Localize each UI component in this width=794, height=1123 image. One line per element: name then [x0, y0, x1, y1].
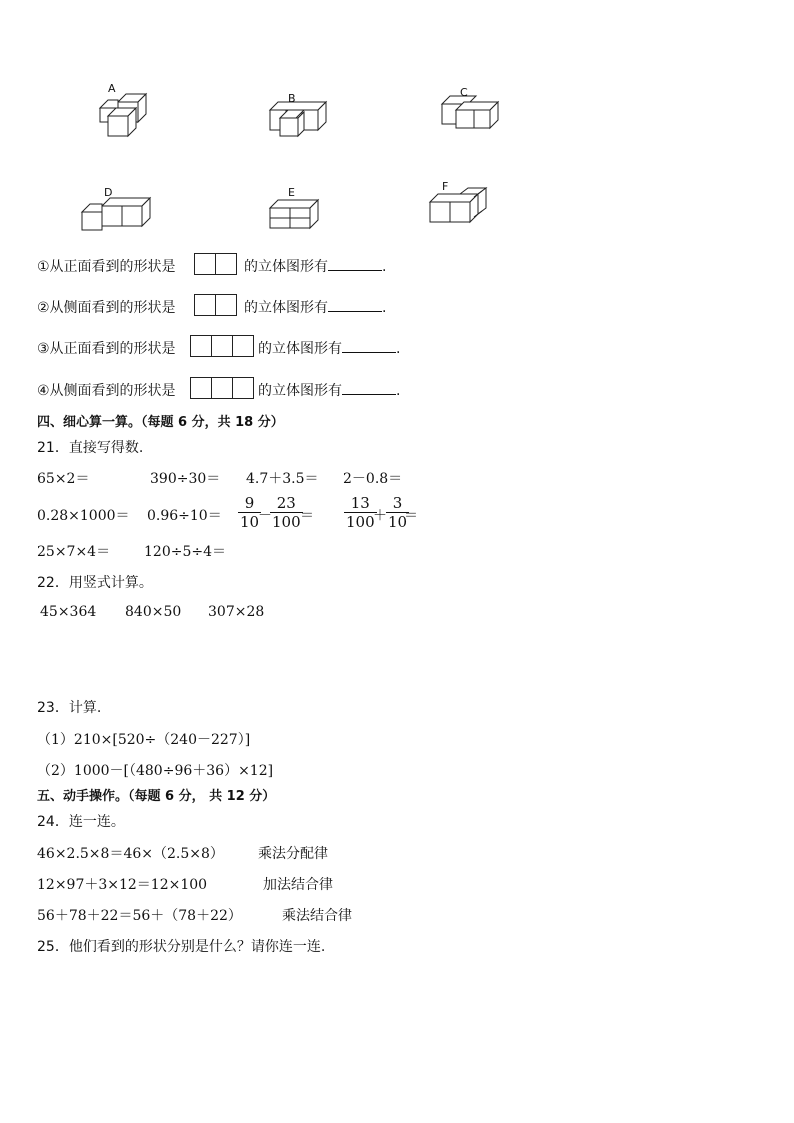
answer-blank[interactable]	[342, 338, 396, 353]
question-prefix: ④从侧面看到的形状是	[37, 383, 176, 399]
figure-label: E	[288, 186, 295, 199]
fraction: $\frac{3}{10}$	[388, 494, 408, 531]
cube-figure-b-drawing	[266, 96, 332, 140]
cube-figure-a-drawing	[96, 86, 156, 138]
figure-c	[440, 86, 502, 138]
mental-math-item: 390÷30＝	[150, 471, 221, 487]
figure-e	[266, 186, 322, 236]
law-label: 加法结合律	[263, 877, 333, 893]
question-21-title: 21．直接写得数.	[37, 440, 144, 456]
cube-figure-d-drawing	[80, 194, 154, 234]
question-prefix: ②从侧面看到的形状是	[37, 300, 176, 316]
equals-sign: ＝	[300, 508, 314, 524]
question-prefix: ③从正面看到的形状是	[37, 341, 176, 357]
figure-b	[266, 92, 332, 144]
vertical-calc-item: 307×28	[208, 604, 265, 620]
question-22-title: 22．用竖式计算。	[37, 575, 153, 591]
equation-item: 12×97＋3×12＝12×100	[37, 877, 208, 893]
three-square-view-shape	[190, 377, 254, 399]
two-square-view-shape	[194, 294, 237, 316]
answer-blank[interactable]	[328, 297, 382, 312]
question-suffix: 的立体图形有 .	[258, 338, 400, 358]
figure-label: A	[108, 82, 116, 95]
vertical-calc-item: 45×364	[40, 604, 97, 620]
equals-sign: ＝	[404, 508, 418, 524]
figure-a	[96, 82, 156, 142]
mental-math-item: 2－0.8＝	[343, 471, 403, 487]
figure-label: D	[104, 186, 113, 199]
question-24-title: 24．连一连。	[37, 814, 125, 830]
figure-label: B	[288, 92, 296, 105]
operator: －	[258, 508, 272, 524]
mental-math-item: 0.96÷10＝	[147, 508, 222, 524]
vertical-calc-item: 840×50	[125, 604, 182, 620]
fraction: $\frac{9}{10}$	[240, 494, 260, 531]
answer-blank[interactable]	[342, 380, 396, 395]
answer-blank[interactable]	[328, 256, 382, 271]
calc-item: （2）1000－[（480÷96＋36）×12]	[37, 763, 274, 779]
question-suffix: 的立体图形有 .	[244, 256, 386, 276]
equation-item: 56＋78＋22＝56＋（78＋22）	[37, 908, 242, 924]
cube-figure-c-drawing	[440, 92, 502, 134]
equation-item: 46×2.5×8＝46×（2.5×8）	[37, 846, 224, 862]
section-5-heading: 五、动手操作。（每题 6 分， 共 12 分）	[37, 789, 276, 804]
figure-f	[428, 180, 490, 230]
figure-label: C	[460, 86, 468, 99]
law-label: 乘法分配律	[258, 846, 328, 862]
figure-label: F	[442, 180, 449, 193]
mental-math-item: 120÷5÷4＝	[144, 544, 226, 560]
question-prefix: ①从正面看到的形状是	[37, 259, 176, 275]
figure-d	[80, 186, 154, 238]
mental-math-item: 65×2＝	[37, 471, 90, 487]
calc-item: （1）210×[520÷（240－227）]	[37, 732, 251, 748]
mental-math-item: 0.28×1000＝	[37, 508, 130, 524]
law-label: 乘法结合律	[282, 908, 352, 924]
fraction: $\frac{23}{100}$	[272, 494, 301, 531]
question-23-title: 23．计算.	[37, 700, 102, 716]
question-25-title: 25．他们看到的形状分别是什么？请你连一连.	[37, 939, 326, 955]
question-suffix: 的立体图形有 .	[258, 380, 400, 400]
mental-math-item: 25×7×4＝	[37, 544, 111, 560]
operator: ＋	[373, 508, 387, 524]
section-4-heading: 四、细心算一算。（每题 6 分，共 18 分）	[37, 415, 284, 430]
two-square-view-shape	[194, 253, 237, 275]
cube-figure-e-drawing	[266, 196, 322, 232]
cube-figure-f-drawing	[428, 186, 490, 226]
question-suffix: 的立体图形有 .	[244, 297, 386, 317]
mental-math-item: 4.7＋3.5＝	[246, 471, 319, 487]
three-square-view-shape	[190, 335, 254, 357]
fraction: $\frac{13}{100}$	[346, 494, 375, 531]
